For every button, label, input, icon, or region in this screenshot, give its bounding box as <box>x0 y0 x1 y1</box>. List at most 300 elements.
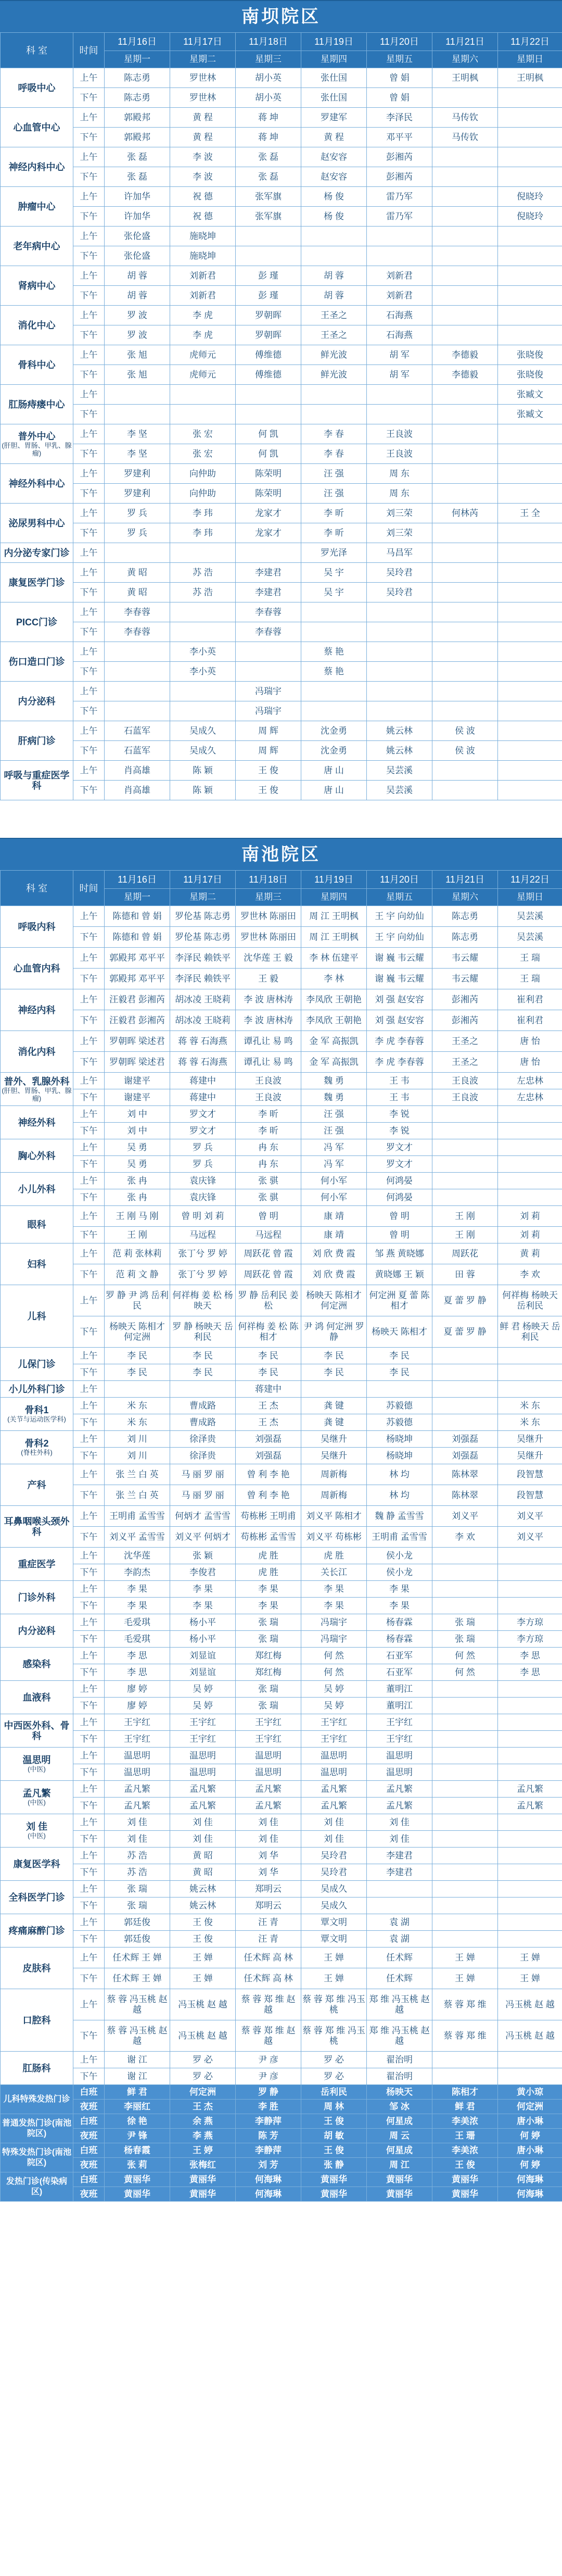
shift-label: 白班 <box>73 2114 105 2129</box>
nanchi-campus-section <box>0 838 562 2576</box>
doctor-cell: 李 思 <box>105 1664 170 1681</box>
dept-name <box>1 1781 73 1814</box>
doctor-cell <box>498 167 562 187</box>
doctor-cell: 何炳才 孟雪雪 <box>170 1506 236 1527</box>
doctor-cell <box>236 385 301 405</box>
doctor-cell: 郭廷俊 <box>105 1914 170 1931</box>
doctor-cell: 刘义平 苟栋彬 <box>301 1527 367 1548</box>
doctor-cell: 刘义平 <box>432 1506 498 1527</box>
doctor-cell: 刘 欣 费 霞 <box>301 1243 367 1264</box>
time-slot: 下午 <box>73 1831 105 1848</box>
table-row <box>1 1506 562 1527</box>
doctor-cell: 何祥梅 杨映天 岳利民 <box>498 1285 562 1316</box>
time-slot: 下午 <box>73 444 105 464</box>
table-row <box>1 1681 562 1698</box>
doctor-cell <box>432 1189 498 1206</box>
doctor-cell: 张 兰 白 英 <box>105 1485 170 1506</box>
doctor-cell: 邹 冰 <box>367 2100 432 2114</box>
table-row <box>1 1748 562 1764</box>
doctor-cell <box>236 642 301 662</box>
doctor-cell: 张仕国 <box>301 88 367 108</box>
doctor-cell: 魏 勇 <box>301 1089 367 1106</box>
doctor-cell: 彭湘芮 <box>367 167 432 187</box>
doctor-cell: 胡 蓉 <box>301 286 367 306</box>
doctor-cell <box>432 306 498 325</box>
dept-label: 温思明 <box>23 1755 51 1765</box>
doctor-cell: 罗文才 <box>367 1156 432 1173</box>
doctor-cell: 李 玮 <box>170 523 236 543</box>
doctor-cell: 李小英 <box>170 642 236 662</box>
table-row <box>1 1448 562 1464</box>
dept-sublabel: (中医) <box>2 1832 72 1840</box>
header-date: 11月20日 <box>367 33 432 51</box>
doctor-cell <box>432 1881 498 1898</box>
table-row <box>1 583 562 602</box>
time-slot: 下午 <box>73 927 105 948</box>
doctor-cell: 刘显谊 <box>170 1664 236 1681</box>
table-row <box>1 1010 562 1031</box>
table-row <box>1 227 562 246</box>
doctor-cell <box>432 761 498 781</box>
doctor-cell: 何 凯 <box>236 444 301 464</box>
doctor-cell: 廖 婷 <box>105 1698 170 1714</box>
doctor-cell: 李 坚 <box>105 424 170 444</box>
dept-label: 心血管内科 <box>14 963 60 974</box>
doctor-cell: 曾 娟 <box>367 88 432 108</box>
dept-label: 消化内科 <box>18 1047 56 1057</box>
doctor-cell <box>498 1681 562 1698</box>
doctor-cell: 任术辉 高 林 <box>236 1947 301 1968</box>
doctor-cell <box>498 1598 562 1614</box>
doctor-cell <box>432 1598 498 1614</box>
doctor-cell <box>498 1748 562 1764</box>
doctor-cell: 孟凡繁 <box>236 1798 301 1814</box>
fever-clinic-row <box>1 2085 562 2100</box>
doctor-cell: 张伦盛 <box>105 246 170 266</box>
fever-clinic-row <box>1 2172 562 2187</box>
table-row <box>1 1031 562 1052</box>
doctor-cell: 张 磊 <box>105 167 170 187</box>
doctor-cell: 罗伦基 陈志勇 <box>170 927 236 948</box>
doctor-cell: 李 民 <box>105 1364 170 1381</box>
doctor-cell: 李 民 <box>236 1364 301 1381</box>
doctor-cell: 曹成路 <box>170 1398 236 1414</box>
doctor-cell <box>432 266 498 286</box>
doctor-cell <box>498 602 562 622</box>
doctor-cell: 蔡 蓉 郑 维 冯玉桃 <box>301 2020 367 2052</box>
doctor-cell <box>432 1414 498 1431</box>
dept-name <box>1 68 73 108</box>
doctor-cell: 袁 湖 <box>367 1914 432 1931</box>
doctor-cell: 谢 江 <box>105 2052 170 2068</box>
time-slot: 上午 <box>73 227 105 246</box>
doctor-cell: 汪 强 <box>301 1123 367 1139</box>
doctor-cell <box>432 1714 498 1731</box>
doctor-cell: 蔡 艳 <box>301 662 367 682</box>
doctor-cell <box>301 682 367 701</box>
doctor-cell: 王宇红 <box>170 1714 236 1731</box>
doctor-cell: 刘 强 赵安容 <box>367 989 432 1010</box>
doctor-cell: 陈志勇 <box>105 68 170 88</box>
doctor-cell: 陈林翠 <box>432 1485 498 1506</box>
doctor-cell: 王宇红 <box>236 1731 301 1748</box>
doctor-cell: 苏 浩 <box>170 583 236 602</box>
doctor-cell: 任术辉 王 婵 <box>105 1968 170 1989</box>
doctor-cell: 刘义平 陈相才 <box>301 1506 367 1527</box>
dept-name <box>1 147 73 187</box>
doctor-cell: 李 果 <box>170 1581 236 1598</box>
doctor-cell <box>498 1581 562 1598</box>
doctor-cell: 鲜 君 <box>432 2100 498 2114</box>
doctor-cell: 李建君 <box>367 1848 432 1864</box>
doctor-cell <box>432 88 498 108</box>
time-slot: 下午 <box>73 1664 105 1681</box>
doctor-cell: 孟凡繁 <box>105 1798 170 1814</box>
dept-name <box>1 1243 73 1285</box>
doctor-cell: 李 民 <box>301 1364 367 1381</box>
doctor-cell: 何祥梅 姜 松 杨映天 <box>170 1285 236 1316</box>
dept-label: 神经内科 <box>18 1005 56 1015</box>
doctor-cell: 郑 维 冯玉桃 赵 越 <box>367 1989 432 2020</box>
dept-label: 普外中心 <box>18 431 56 442</box>
doctor-cell: 罗 波 <box>105 325 170 345</box>
doctor-cell: 曾 利 李 艳 <box>236 1464 301 1485</box>
doctor-cell: 刘 佳 <box>301 1831 367 1848</box>
doctor-cell: 汪毅君 彭湘芮 <box>105 989 170 1010</box>
doctor-cell: 王 全 <box>498 504 562 523</box>
doctor-cell <box>236 543 301 563</box>
time-slot: 下午 <box>73 128 105 147</box>
header-date: 11月22日 <box>498 871 562 889</box>
doctor-cell: 唐 山 <box>301 781 367 800</box>
table-row <box>1 1381 562 1398</box>
dept-label: 骨科中心 <box>18 360 56 370</box>
dept-label: 肛肠痔瘘中心 <box>9 399 65 410</box>
table-row <box>1 1947 562 1968</box>
doctor-cell: 李 虎 <box>170 306 236 325</box>
doctor-cell: 李 昕 <box>301 504 367 523</box>
doctor-cell: 冯瑞宇 <box>236 682 301 701</box>
shift-label: 夜班 <box>73 2100 105 2114</box>
time-slot: 上午 <box>73 1073 105 1089</box>
doctor-cell: 郭殿邦 <box>105 108 170 128</box>
doctor-cell: 杨春霖 <box>367 1631 432 1648</box>
doctor-cell <box>432 405 498 424</box>
table-row <box>1 1714 562 1731</box>
doctor-cell: 黄丽华 <box>170 2187 236 2202</box>
doctor-cell: 唐小琳 <box>498 2143 562 2158</box>
doctor-cell: 谢 巍 韦云耀 <box>367 948 432 969</box>
dept-name <box>1 504 73 543</box>
doctor-cell: 周 江 王明枫 <box>301 927 367 948</box>
doctor-cell: 吴 宇 <box>301 563 367 583</box>
table-row <box>1 1106 562 1123</box>
doctor-cell: 罗文才 <box>367 1139 432 1156</box>
doctor-cell: 刘 佳 <box>367 1831 432 1848</box>
doctor-cell: 周新梅 <box>301 1464 367 1485</box>
doctor-cell: 刘 莉 <box>498 1227 562 1243</box>
doctor-cell: 王 婵 <box>170 1947 236 1968</box>
doctor-cell: 王 婵 <box>170 1968 236 1989</box>
doctor-cell: 张晓俊 <box>498 365 562 385</box>
doctor-cell: 米 东 <box>498 1414 562 1431</box>
doctor-cell: 谢 巍 韦云耀 <box>367 969 432 989</box>
doctor-cell: 李 欢 <box>498 1264 562 1285</box>
doctor-cell: 李俊君 <box>170 1564 236 1581</box>
dept-name <box>1 1464 73 1506</box>
table-row <box>1 1364 562 1381</box>
doctor-cell: 罗建利 <box>105 464 170 484</box>
time-slot: 上午 <box>73 642 105 662</box>
doctor-cell: 罗 静 岳利民 姜 松 <box>236 1285 301 1316</box>
doctor-cell <box>170 602 236 622</box>
doctor-cell: 李 虎 <box>170 325 236 345</box>
time-slot: 上午 <box>73 602 105 622</box>
dept-label: 内分泌科 <box>18 1626 56 1636</box>
doctor-cell: 鲜光波 <box>301 365 367 385</box>
header-date: 11月22日 <box>498 33 562 51</box>
table-row <box>1 1485 562 1506</box>
doctor-cell: 余 燕 <box>170 2114 236 2129</box>
dept-name <box>1 385 73 424</box>
doctor-cell: 张 莉 <box>105 2158 170 2172</box>
header-weekday: 星期六 <box>432 51 498 68</box>
doctor-cell: 王良波 <box>367 424 432 444</box>
doctor-cell <box>105 543 170 563</box>
time-slot: 上午 <box>73 1881 105 1898</box>
doctor-cell: 何海琳 <box>236 2187 301 2202</box>
doctor-cell: 刘 佳 <box>105 1831 170 1848</box>
table-row <box>1 523 562 543</box>
doctor-cell: 李静萍 <box>236 2143 301 2158</box>
doctor-cell: 傅维德 <box>236 365 301 385</box>
dept-name <box>1 989 73 1031</box>
time-slot: 下午 <box>73 1414 105 1431</box>
table-row <box>1 1414 562 1431</box>
dept-name <box>1 682 73 721</box>
dept-name <box>1 1714 73 1748</box>
doctor-cell <box>367 642 432 662</box>
doctor-cell: 刘 中 <box>105 1123 170 1139</box>
doctor-cell: 何 然 <box>432 1648 498 1664</box>
doctor-cell: 刘强磊 <box>236 1448 301 1464</box>
table-row <box>1 1914 562 1931</box>
dept-label: 肿瘤中心 <box>18 202 56 212</box>
table-row <box>1 622 562 642</box>
table-row <box>1 1548 562 1564</box>
table-row <box>1 906 562 927</box>
doctor-cell: 王 瑞 <box>498 969 562 989</box>
doctor-cell: 刘 佳 <box>301 1814 367 1831</box>
doctor-cell: 刘新君 <box>170 286 236 306</box>
doctor-cell: 李 春 <box>301 444 367 464</box>
nanba-campus-title: 南坝院区 <box>0 0 562 32</box>
doctor-cell: 马传钦 <box>432 108 498 128</box>
doctor-cell: 曾 娟 <box>367 68 432 88</box>
doctor-cell: 张 瑞 <box>432 1614 498 1631</box>
doctor-cell: 吴芸溪 <box>367 781 432 800</box>
doctor-cell: 石海燕 <box>367 325 432 345</box>
table-row <box>1 1831 562 1848</box>
doctor-cell: 蔡 蓉 郑 维 赵 越 <box>236 2020 301 2052</box>
doctor-cell: 陈 颖 <box>170 781 236 800</box>
shift-label: 夜班 <box>73 2129 105 2143</box>
table-row <box>1 1781 562 1798</box>
doctor-cell <box>432 1731 498 1748</box>
time-slot: 下午 <box>73 2020 105 2052</box>
doctor-cell: 王 韦 <box>367 1073 432 1089</box>
doctor-cell: 罗世林 <box>170 68 236 88</box>
doctor-cell: 张 瑞 <box>236 1614 301 1631</box>
doctor-cell: 黄丽华 <box>432 2172 498 2187</box>
doctor-cell: 苟栋彬 王明甫 <box>236 1506 301 1527</box>
doctor-cell: 李建君 <box>236 563 301 583</box>
doctor-cell <box>432 1364 498 1381</box>
doctor-cell <box>432 543 498 563</box>
doctor-cell: 杨小平 <box>170 1631 236 1648</box>
doctor-cell: 张晓俊 <box>498 345 562 365</box>
doctor-cell: 侯小龙 <box>367 1564 432 1581</box>
doctor-cell: 李 虎 李春蓉 <box>367 1052 432 1073</box>
table-row <box>1 1989 562 2020</box>
doctor-cell: 张 冉 <box>105 1173 170 1189</box>
time-slot: 上午 <box>73 1243 105 1264</box>
doctor-cell <box>498 781 562 800</box>
doctor-cell: 黄 昭 <box>170 1848 236 1864</box>
doctor-cell <box>432 187 498 207</box>
doctor-cell <box>498 246 562 266</box>
doctor-cell: 何定洲 夏 蕾 陈相才 <box>367 1285 432 1316</box>
doctor-cell: 孟凡繁 <box>301 1798 367 1814</box>
dept-name <box>1 227 73 266</box>
doctor-cell: 郭廷俊 <box>105 1931 170 1947</box>
doctor-cell: 罗文才 <box>170 1106 236 1123</box>
doctor-cell: 吴成久 <box>301 1881 367 1898</box>
doctor-cell: 石蓝军 <box>105 741 170 761</box>
header-date: 11月19日 <box>301 33 367 51</box>
doctor-cell <box>301 622 367 642</box>
doctor-cell: 蒋 坤 <box>236 128 301 147</box>
dept-name <box>1 1206 73 1243</box>
doctor-cell <box>498 662 562 682</box>
time-slot: 上午 <box>73 906 105 927</box>
doctor-cell: 杨映天 陈相才 何定洲 <box>301 1285 367 1316</box>
doctor-cell <box>170 385 236 405</box>
doctor-cell: 杨映天 <box>367 2085 432 2100</box>
time-slot: 上午 <box>73 948 105 969</box>
doctor-cell: 施晓坤 <box>170 227 236 246</box>
doctor-cell: 罗 静 杨映天 岳利民 <box>170 1316 236 1348</box>
doctor-cell <box>432 1764 498 1781</box>
doctor-cell: 罗 波 <box>105 306 170 325</box>
dept-sublabel: (肝胆、胃肠、甲乳、腺瘤) <box>2 1087 72 1102</box>
doctor-cell: 何 然 <box>301 1648 367 1664</box>
dept-name <box>1 1506 73 1548</box>
doctor-cell: 郭殿邦 邓平平 <box>105 969 170 989</box>
time-slot: 上午 <box>73 1285 105 1316</box>
doctor-cell: 林 均 <box>367 1464 432 1485</box>
time-slot: 下午 <box>73 325 105 345</box>
table-row <box>1 701 562 721</box>
doctor-cell: 温思明 <box>236 1764 301 1781</box>
table-row <box>1 1931 562 1947</box>
doctor-cell: 吴 宇 <box>301 583 367 602</box>
doctor-cell <box>432 1139 498 1156</box>
doctor-cell: 邓平平 <box>367 128 432 147</box>
doctor-cell: 王 刚 <box>105 1227 170 1243</box>
doctor-cell <box>432 1748 498 1764</box>
doctor-cell: 刘义平 孟雪雪 <box>105 1527 170 1548</box>
doctor-cell: 彭 瑾 <box>236 266 301 286</box>
doctor-cell <box>432 286 498 306</box>
doctor-cell: 李建君 <box>367 1864 432 1881</box>
doctor-cell: 金 军 高振凯 <box>301 1031 367 1052</box>
doctor-cell <box>170 1381 236 1398</box>
time-slot: 上午 <box>73 1464 105 1485</box>
nanba-campus-section <box>0 0 562 820</box>
time-slot: 下午 <box>73 1189 105 1206</box>
doctor-cell: 王宇红 <box>301 1714 367 1731</box>
doctor-cell: 刘 佳 <box>170 1831 236 1848</box>
doctor-cell: 陈德和 曾 娟 <box>105 906 170 927</box>
table-row <box>1 1464 562 1485</box>
dept-label: 肝病门诊 <box>18 736 56 746</box>
table-row <box>1 1898 562 1914</box>
doctor-cell: 何 婷 <box>498 2129 562 2143</box>
header-weekday: 星期一 <box>105 51 170 68</box>
time-slot: 下午 <box>73 1798 105 1814</box>
doctor-cell: 吴成久 <box>170 741 236 761</box>
doctor-cell: 罗 兵 <box>105 504 170 523</box>
doctor-cell: 李 锐 <box>367 1123 432 1139</box>
doctor-cell <box>498 1731 562 1748</box>
doctor-cell: 王 俊 <box>236 781 301 800</box>
doctor-cell <box>498 761 562 781</box>
dept-label: 消化中心 <box>18 320 56 331</box>
doctor-cell: 孟凡繁 <box>498 1798 562 1814</box>
doctor-cell: 夏 蕾 罗 静 <box>432 1285 498 1316</box>
table-row <box>1 1206 562 1227</box>
doctor-cell: 赵安容 <box>301 167 367 187</box>
doctor-cell: 刘新君 <box>367 286 432 306</box>
doctor-cell <box>498 286 562 306</box>
doctor-cell: 李 果 <box>236 1598 301 1614</box>
doctor-cell <box>432 246 498 266</box>
doctor-cell: 王良波 <box>236 1073 301 1089</box>
doctor-cell: 雷乃军 <box>367 207 432 227</box>
doctor-cell: 康 靖 <box>301 1227 367 1243</box>
time-slot: 上午 <box>73 1398 105 1414</box>
time-slot: 上午 <box>73 1947 105 1968</box>
doctor-cell: 石亚军 <box>367 1648 432 1664</box>
doctor-cell: 彭湘芮 <box>367 147 432 167</box>
doctor-cell: 金 军 高振凯 <box>301 1052 367 1073</box>
doctor-cell <box>432 2068 498 2085</box>
doctor-cell: 李 果 <box>105 1581 170 1598</box>
doctor-cell <box>498 444 562 464</box>
doctor-cell: 刘 佳 <box>170 1814 236 1831</box>
table-row <box>1 444 562 464</box>
time-slot: 下午 <box>73 1227 105 1243</box>
dept-label: 妇科 <box>28 1259 46 1270</box>
doctor-cell: 罗光泽 <box>301 543 367 563</box>
table-row <box>1 781 562 800</box>
doctor-cell: 曹成路 <box>170 1414 236 1431</box>
doctor-cell: 陈相才 <box>432 2085 498 2100</box>
doctor-cell <box>432 622 498 642</box>
doctor-cell: 胡小英 <box>236 68 301 88</box>
doctor-cell: 张军旗 <box>236 207 301 227</box>
